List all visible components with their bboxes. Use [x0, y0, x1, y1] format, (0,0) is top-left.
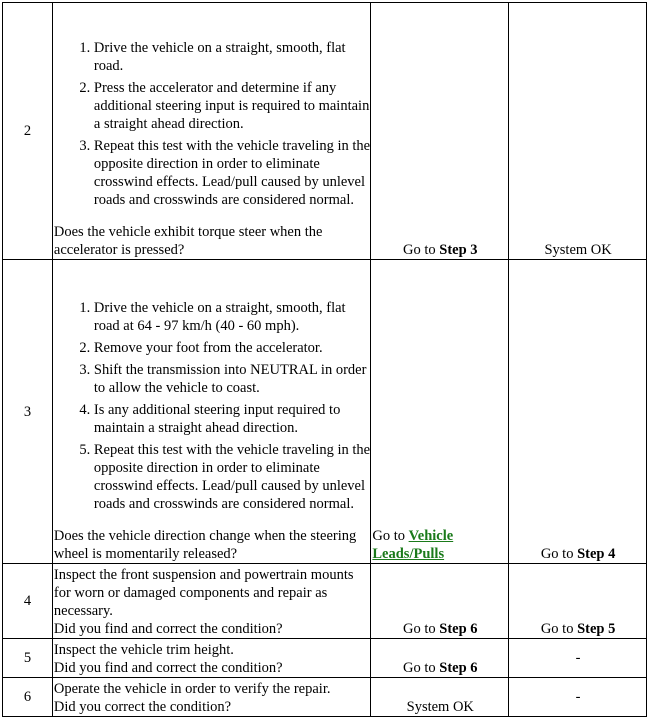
action-cell — [52, 639, 370, 678]
no-cell — [509, 260, 647, 564]
list-item: 2. Remove your foot from the accelerator. — [94, 339, 370, 357]
table-row — [3, 678, 647, 717]
yes-prefix: Go to — [372, 528, 409, 544]
action-cell — [52, 260, 370, 564]
list-item: 4. Is any additional steering input required to maintain a straight ahead direction. — [94, 401, 370, 437]
action-cell — [52, 3, 370, 260]
yes-cell: System OK — [371, 678, 509, 717]
question-text: Did you correct the condition? — [53, 699, 232, 715]
yes-cell — [371, 3, 509, 260]
no-prefix: Go to — [540, 546, 578, 562]
table-row — [3, 3, 647, 260]
step-reference[interactable]: Step 6 — [439, 660, 478, 676]
step-number: 5 — [3, 639, 53, 678]
yes-prefix: Go to — [403, 621, 440, 637]
action-cell — [52, 678, 370, 717]
no-cell: System OK — [509, 3, 647, 260]
vehicle-leads-pulls-link[interactable]: Vehicle Leads/Pulls — [372, 528, 454, 562]
question-text: Did you find and correct the condition? — [53, 660, 283, 676]
step-number: 6 — [3, 678, 53, 717]
step-number: 4 — [3, 564, 53, 639]
no-cell: - — [509, 678, 647, 717]
list-item: 5. Repeat this test with the vehicle traveling in the opposite direction in order to eliminate crosswind effects. Lead/pull caused by unlevel roads and crosswinds are considered normal. — [94, 441, 370, 513]
action-list — [54, 39, 370, 209]
action-list — [54, 299, 370, 513]
list-item: 1. Drive the vehicle on a straight, smooth, flat road at 64 - 97 km/h (40 - 60 mph). — [94, 299, 370, 335]
action-text: Inspect the vehicle trim height. — [53, 642, 234, 658]
list-item: 1. Drive the vehicle on a straight, smooth, flat road. — [94, 39, 370, 75]
action-cell — [52, 564, 370, 639]
yes-prefix: Go to — [403, 660, 440, 676]
question-text: Does the vehicle exhibit torque steer when the accelerator is pressed? — [53, 224, 323, 258]
list-item: 3. Repeat this test with the vehicle traveling in the opposite direction in order to eliminate crosswind effects. Lead/pull caused by unlevel roads and crosswinds are considered normal. — [94, 137, 370, 209]
no-cell: - — [509, 639, 647, 678]
step-reference[interactable]: Step 6 — [439, 621, 478, 637]
yes-cell — [371, 639, 509, 678]
diagnostic-table — [2, 2, 647, 717]
step-reference[interactable]: Step 5 — [577, 621, 616, 637]
step-reference[interactable]: Step 3 — [439, 242, 478, 258]
list-item: 3. Shift the transmission into NEUTRAL in order to allow the vehicle to coast. — [94, 361, 370, 397]
question-text: Does the vehicle direction change when the steering wheel is momentarily released? — [53, 528, 357, 562]
action-text: Inspect the front suspension and powertrain mounts for worn or damaged components and repair as necessary. — [53, 567, 354, 619]
yes-cell — [371, 260, 509, 564]
table-row — [3, 564, 647, 639]
table-row — [3, 260, 647, 564]
yes-prefix: Go to — [403, 242, 440, 258]
step-number: 3 — [3, 260, 53, 564]
question-text: Did you find and correct the condition? — [53, 621, 283, 637]
step-number: 2 — [3, 3, 53, 260]
list-item: 2. Press the accelerator and determine if any additional steering input is required to maintain a straight ahead direction. — [94, 79, 370, 133]
no-prefix: Go to — [540, 621, 578, 637]
step-reference[interactable]: Step 4 — [577, 546, 616, 562]
yes-cell — [371, 564, 509, 639]
table-row — [3, 639, 647, 678]
no-cell — [509, 564, 647, 639]
action-text: Operate the vehicle in order to verify the repair. — [53, 681, 331, 697]
